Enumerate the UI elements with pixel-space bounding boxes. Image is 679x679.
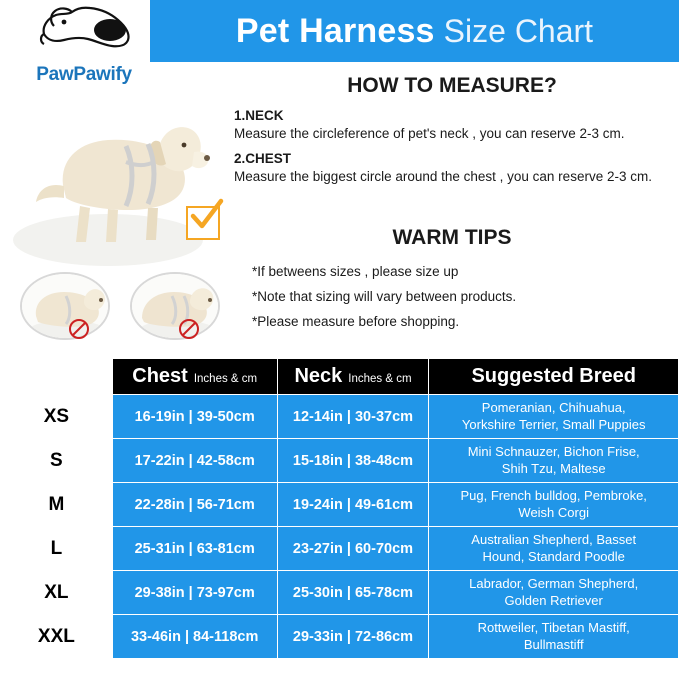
measure-item-label: 2.CHEST — [234, 151, 292, 166]
table-row — [1, 527, 679, 571]
title-primary: Pet Harness — [235, 11, 435, 50]
orange-checkmark-icon — [188, 198, 224, 234]
table-row — [1, 483, 679, 527]
cell-chest: 29-38in | 73-97cm — [112, 571, 277, 615]
prohibited-icon — [68, 318, 90, 340]
cell-breed: Rottweiler, Tibetan Mastiff, Bullmastiff — [429, 615, 679, 659]
warm-tips-list — [252, 264, 679, 339]
prohibited-icon — [178, 318, 200, 340]
header-cell-chest — [112, 359, 277, 395]
cell-chest: 25-31in | 63-81cm — [112, 527, 277, 571]
table-header-row — [1, 359, 679, 395]
brand-name: PawPawify — [36, 64, 132, 85]
incorrect-fit-photo-1 — [20, 272, 110, 340]
cell-size: XXL — [1, 615, 113, 659]
header-chest-units: Inches & cm — [193, 373, 258, 385]
table-row — [1, 615, 679, 659]
cell-neck: 12-14in | 30-37cm — [277, 395, 429, 439]
dog-harness-photo — [8, 90, 223, 270]
table-row — [1, 395, 679, 439]
header-chest-label: Chest — [132, 365, 188, 387]
measure-item-text: Measure the circleference of pet's neck , you can reserve 2-3 cm. — [234, 126, 625, 141]
header-breed-label: Suggested Breed — [471, 365, 636, 387]
cell-breed: Labrador, German Shepherd, Golden Retriever — [429, 571, 679, 615]
cell-chest: 16-19in | 39-50cm — [112, 395, 277, 439]
table-row — [1, 571, 679, 615]
tip-line: *Please measure before shopping. — [252, 314, 460, 329]
cell-size: XL — [1, 571, 113, 615]
page-title — [150, 0, 679, 62]
cell-size: L — [1, 527, 113, 571]
cell-size: S — [1, 439, 113, 483]
cell-neck: 29-33in | 72-86cm — [277, 615, 429, 659]
brand-logo — [18, 4, 150, 88]
tip-line: *Note that sizing will vary between products. — [252, 289, 517, 304]
table-body — [1, 395, 679, 659]
header-neck-label: Neck — [294, 365, 343, 387]
cell-breed: Australian Shepherd, Basset Hound, Standard Poodle — [429, 527, 679, 571]
cell-breed: Pomeranian, Chihuahua, Yorkshire Terrier, Small Puppies — [429, 395, 679, 439]
header-cell-empty — [1, 359, 113, 395]
title-secondary: Size Chart — [443, 12, 594, 49]
header-cell-neck — [277, 359, 429, 395]
cell-size: XS — [1, 395, 113, 439]
cell-chest: 22-28in | 56-71cm — [112, 483, 277, 527]
cell-neck: 23-27in | 60-70cm — [277, 527, 429, 571]
warm-tips-heading: WARM TIPS — [392, 226, 512, 249]
measure-item-label: 1.NECK — [234, 108, 284, 123]
cell-breed: Pug, French bulldog, Pembroke, Weish Corgi — [429, 483, 679, 527]
cell-neck: 15-18in | 38-48cm — [277, 439, 429, 483]
tip-line: *If betweens sizes , please size up — [252, 264, 459, 279]
cell-neck: 25-30in | 65-78cm — [277, 571, 429, 615]
table-row — [1, 439, 679, 483]
cell-size: M — [1, 483, 113, 527]
incorrect-fit-photo-2 — [130, 272, 220, 340]
cell-neck: 19-24in | 49-61cm — [277, 483, 429, 527]
cell-chest: 17-22in | 42-58cm — [112, 439, 277, 483]
how-to-measure-heading: HOW TO MEASURE? — [347, 74, 557, 97]
cell-chest: 33-46in | 84-118cm — [112, 615, 277, 659]
dog-head-icon — [38, 4, 134, 50]
header-neck-units: Inches & cm — [348, 373, 412, 385]
how-to-measure-list — [234, 108, 674, 194]
measure-item-text: Measure the biggest circle around the chest , you can reserve 2-3 cm. — [234, 169, 652, 184]
size-chart-table — [0, 358, 679, 659]
header-cell-breed — [429, 359, 679, 395]
cell-breed: Mini Schnauzer, Bichon Frise, Shih Tzu, Maltese — [429, 439, 679, 483]
